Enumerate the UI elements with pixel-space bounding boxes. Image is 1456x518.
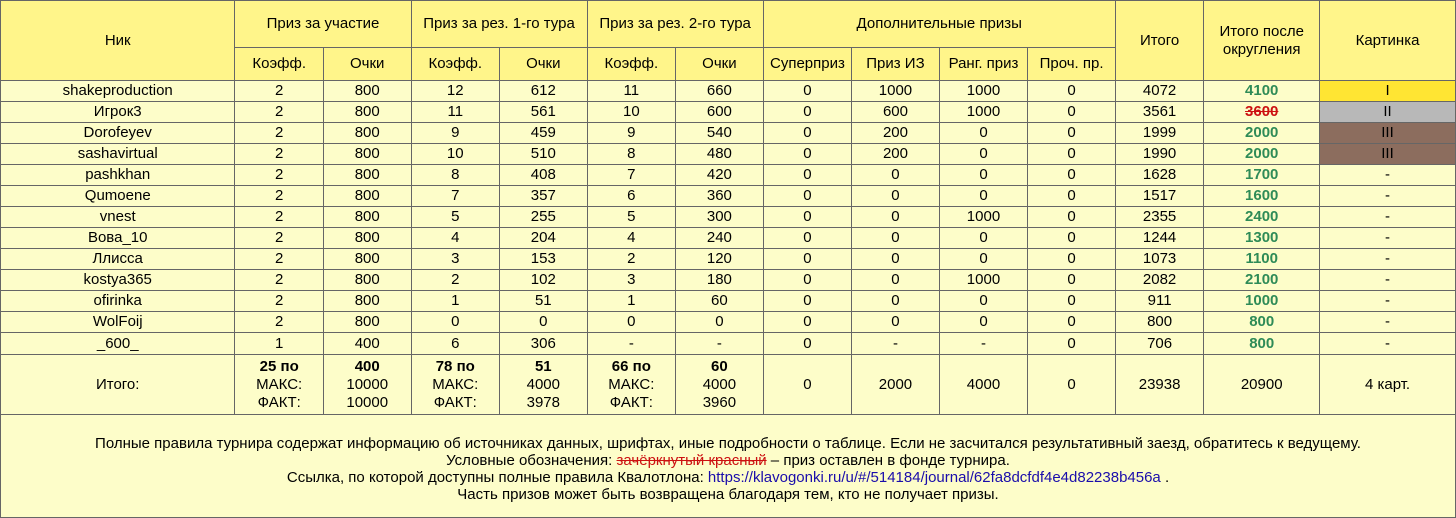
player-rows (1, 81, 1456, 333)
coeff-cell: 10 (411, 144, 500, 165)
points-cell: 51 (500, 291, 588, 312)
nick-cell: sashavirtual (1, 144, 235, 165)
table-row (1, 81, 1456, 102)
iz-prize-cell: 0 (852, 228, 940, 249)
link-note (1, 469, 1455, 486)
rank-prize-cell: 1000 (939, 102, 1028, 123)
coeff-cell: 1 (411, 291, 500, 312)
points-cell: 153 (500, 249, 588, 270)
picture-cell: I (1320, 81, 1456, 102)
coeff-cell: 6 (587, 186, 676, 207)
coeff-cell: 2 (235, 102, 324, 123)
total-cell: 706 (1115, 333, 1204, 355)
points-cell: 120 (676, 249, 764, 270)
nick-cell: WolFoij (1, 312, 235, 333)
participation-fact: 10000 (346, 393, 389, 411)
rules-note: Полные правила турнира содержат информацию об источниках данных, шрифтах, иные подробности о таблице. Если не засчитался результативный заезд, обратитесь к ведущему. (95, 435, 1361, 452)
round2-points-top: 60 (711, 357, 728, 375)
link-suffix: . (1160, 469, 1170, 486)
points-cell: 800 (323, 228, 411, 249)
table-row (1, 312, 1456, 333)
points-cell: 306 (500, 333, 588, 355)
rank-prize-total: 4000 (939, 355, 1028, 415)
rank-prize-cell: 0 (939, 291, 1028, 312)
coeff-cell: 6 (411, 333, 500, 355)
rounded-total-cell: 2000 (1204, 123, 1320, 144)
points-cell: 204 (500, 228, 588, 249)
col-header-round2: Приз за рез. 2-го тура (587, 1, 763, 48)
total-cell: 2082 (1115, 270, 1204, 291)
rounded-total-cell: 1100 (1204, 249, 1320, 270)
coeff-cell: 2 (411, 270, 500, 291)
points-cell: 420 (676, 165, 764, 186)
col-header-superprize: Суперприз (763, 48, 852, 81)
other-prize-cell: 0 (1028, 249, 1116, 270)
other-prize-cell: 0 (1028, 102, 1116, 123)
rank-prize-cell: 0 (939, 186, 1028, 207)
points-cell: 0 (500, 312, 588, 333)
round2-fact: 3960 (702, 393, 737, 411)
footer-notes (0, 415, 1456, 518)
points-cell: 800 (323, 207, 411, 228)
table-row (1, 270, 1456, 291)
table-row (1, 102, 1456, 123)
participation-points-top: 400 (354, 357, 380, 375)
iz-prize-cell: 0 (852, 291, 940, 312)
picture-cell: - (1320, 249, 1456, 270)
rank-prize-cell: 0 (939, 312, 1028, 333)
round2-coeff-top: 66 по (611, 357, 651, 375)
return-note: Часть призов может быть возвращена благодаря тем, кто не получает призы. (457, 486, 999, 503)
coeff-cell: 8 (587, 144, 676, 165)
iz-prize-cell: 0 (852, 270, 940, 291)
col-header-round1: Приз за рез. 1-го тура (411, 1, 587, 48)
pictures-total: 4 карт. (1320, 355, 1456, 415)
other-prize-cell: 0 (1028, 186, 1116, 207)
coeff-cell: 5 (411, 207, 500, 228)
picture-cell: - (1320, 270, 1456, 291)
max-label: МАКС: (256, 375, 303, 393)
superprize-cell: 0 (763, 102, 852, 123)
coeff-cell: - (587, 333, 676, 355)
round1-max: 4000 (526, 375, 560, 393)
rounded-total-cell: 4100 (1204, 81, 1320, 102)
participation-max: 10000 (346, 375, 389, 393)
round2-max: 4000 (702, 375, 737, 393)
coeff-cell: 9 (411, 123, 500, 144)
superprize-cell: 0 (763, 144, 852, 165)
rank-prize-cell: - (939, 333, 1028, 355)
points-cell: 300 (676, 207, 764, 228)
picture-cell: - (1320, 207, 1456, 228)
picture-cell: - (1320, 312, 1456, 333)
points-cell: 612 (500, 81, 588, 102)
total-cell: 1517 (1115, 186, 1204, 207)
total-cell: 1999 (1115, 123, 1204, 144)
coeff-cell: 1 (235, 333, 324, 355)
totals-row (1, 355, 1456, 415)
col-header-picture: Картинка (1320, 1, 1456, 81)
coeff-cell: 2 (235, 312, 324, 333)
points-cell: 60 (676, 291, 764, 312)
rank-prize-cell: 1000 (939, 81, 1028, 102)
coeff-cell: 2 (235, 144, 324, 165)
coeff-cell: 3 (587, 270, 676, 291)
superprize-total: 0 (763, 355, 852, 415)
col-header-coeff: Коэфф. (235, 48, 324, 81)
totals-label: Итого: (1, 355, 235, 415)
points-cell: 240 (676, 228, 764, 249)
points-cell: 540 (676, 123, 764, 144)
participation-coeff-summary (235, 355, 324, 415)
iz-prize-cell: 0 (852, 249, 940, 270)
nick-cell: Игрок3 (1, 102, 235, 123)
points-cell: 510 (500, 144, 588, 165)
nick-cell: Dorofeyev (1, 123, 235, 144)
table-row (1, 291, 1456, 312)
coeff-cell: 10 (587, 102, 676, 123)
picture-cell: - (1320, 186, 1456, 207)
nick-cell: ofirinka (1, 291, 235, 312)
total-cell: 3561 (1115, 102, 1204, 123)
round1-points-summary (500, 355, 588, 415)
fact-label: ФАКТ: (433, 393, 477, 411)
points-cell: 800 (323, 165, 411, 186)
rounded-total-cell: 1600 (1204, 186, 1320, 207)
fact-label: ФАКТ: (609, 393, 653, 411)
col-header-coeff: Коэфф. (411, 48, 500, 81)
points-cell: 800 (323, 186, 411, 207)
iz-prize-cell: - (852, 333, 940, 355)
coeff-cell: 2 (235, 228, 324, 249)
nick-cell: Ллисса (1, 249, 235, 270)
grand-total: 23938 (1115, 355, 1204, 415)
total-cell: 4072 (1115, 81, 1204, 102)
iz-prize-cell: 200 (852, 123, 940, 144)
coeff-cell: 5 (587, 207, 676, 228)
coeff-cell: 2 (235, 270, 324, 291)
coeff-cell: 2 (235, 186, 324, 207)
superprize-cell: 0 (763, 186, 852, 207)
coeff-cell: 11 (587, 81, 676, 102)
max-label: МАКС: (608, 375, 655, 393)
table-row (1, 207, 1456, 228)
rounded-total-cell: 1300 (1204, 228, 1320, 249)
superprize-cell: 0 (763, 228, 852, 249)
other-prize-cell: 0 (1028, 81, 1116, 102)
rounded-total-cell: 1000 (1204, 291, 1320, 312)
points-cell: 180 (676, 270, 764, 291)
extra-row (1, 333, 1456, 355)
rounded-total-cell: 1700 (1204, 165, 1320, 186)
coeff-cell: 7 (587, 165, 676, 186)
table-row (1, 249, 1456, 270)
total-cell: 1244 (1115, 228, 1204, 249)
nick-cell: pashkhan (1, 165, 235, 186)
other-prize-cell: 0 (1028, 123, 1116, 144)
rounded-total-cell: 2400 (1204, 207, 1320, 228)
iz-prize-cell: 1000 (852, 81, 940, 102)
iz-prize-cell: 600 (852, 102, 940, 123)
round1-coeff-summary (411, 355, 500, 415)
col-header-points: Очки (323, 48, 411, 81)
total-cell: 800 (1115, 312, 1204, 333)
points-cell: 400 (323, 333, 411, 355)
round1-fact: 3978 (526, 393, 560, 411)
picture-cell: - (1320, 228, 1456, 249)
points-cell: 0 (676, 312, 764, 333)
picture-cell: - (1320, 333, 1456, 355)
rounded-total-cell: 2000 (1204, 144, 1320, 165)
points-cell: 800 (323, 249, 411, 270)
iz-prize-cell: 0 (852, 207, 940, 228)
participation-coeff-top: 25 по (259, 357, 299, 375)
superprize-cell: 0 (763, 312, 852, 333)
rank-prize-cell: 1000 (939, 207, 1028, 228)
coeff-cell: 2 (587, 249, 676, 270)
rank-prize-cell: 0 (939, 165, 1028, 186)
points-cell: 800 (323, 144, 411, 165)
other-prize-total: 0 (1028, 355, 1116, 415)
col-header-nick: Ник (1, 1, 235, 81)
rank-prize-cell: 0 (939, 249, 1028, 270)
col-header-participation: Приз за участие (235, 1, 411, 48)
col-header-coeff: Коэфф. (587, 48, 676, 81)
col-header-total-rounded: Итого после округления (1204, 1, 1320, 81)
participation-points-summary (323, 355, 411, 415)
points-cell: 255 (500, 207, 588, 228)
iz-prize-cell: 0 (852, 186, 940, 207)
rounded-total-cell: 800 (1204, 333, 1320, 355)
other-prize-cell: 0 (1028, 270, 1116, 291)
round2-points-summary (676, 355, 764, 415)
coeff-cell: 11 (411, 102, 500, 123)
col-header-total: Итого (1115, 1, 1204, 81)
points-cell: 800 (323, 291, 411, 312)
round1-coeff-top: 78 по (435, 357, 475, 375)
superprize-cell: 0 (763, 81, 852, 102)
coeff-cell: 1 (587, 291, 676, 312)
nick-cell: shakeproduction (1, 81, 235, 102)
coeff-cell: 2 (235, 165, 324, 186)
picture-cell: - (1320, 165, 1456, 186)
superprize-cell: 0 (763, 123, 852, 144)
rank-prize-cell: 1000 (939, 270, 1028, 291)
iz-prize-cell: 200 (852, 144, 940, 165)
coeff-cell: 0 (587, 312, 676, 333)
table-row (1, 144, 1456, 165)
other-prize-cell: 0 (1028, 291, 1116, 312)
other-prize-cell: 0 (1028, 165, 1116, 186)
nick-cell: vnest (1, 207, 235, 228)
iz-prize-total: 2000 (852, 355, 940, 415)
rank-prize-cell: 0 (939, 123, 1028, 144)
coeff-cell: 0 (411, 312, 500, 333)
superprize-cell: 0 (763, 249, 852, 270)
superprize-cell: 0 (763, 291, 852, 312)
col-header-iz-prize: Приз ИЗ (852, 48, 940, 81)
max-label: МАКС: (432, 375, 479, 393)
points-cell: 600 (676, 102, 764, 123)
points-cell: 561 (500, 102, 588, 123)
fact-label: ФАКТ: (257, 393, 301, 411)
rounded-total-cell: 3600 (1204, 102, 1320, 123)
col-header-points: Очки (676, 48, 764, 81)
coeff-cell: 2 (235, 207, 324, 228)
table-row (1, 228, 1456, 249)
coeff-cell: 9 (587, 123, 676, 144)
coeff-cell: 2 (235, 291, 324, 312)
rounded-total-cell: 2100 (1204, 270, 1320, 291)
coeff-cell: 3 (411, 249, 500, 270)
nick-cell: _600_ (1, 333, 235, 355)
points-cell: 800 (323, 312, 411, 333)
total-cell: 2355 (1115, 207, 1204, 228)
coeff-cell: 4 (411, 228, 500, 249)
picture-cell: - (1320, 291, 1456, 312)
points-cell: 357 (500, 186, 588, 207)
legend-struck-sample: зачёркнутый красный (616, 452, 767, 469)
points-cell: - (676, 333, 764, 355)
picture-cell: III (1320, 144, 1456, 165)
points-cell: 480 (676, 144, 764, 165)
points-cell: 660 (676, 81, 764, 102)
superprize-cell: 0 (763, 207, 852, 228)
points-cell: 800 (323, 270, 411, 291)
total-cell: 1628 (1115, 165, 1204, 186)
col-header-extra: Дополнительные призы (763, 1, 1115, 48)
rounded-total-cell: 800 (1204, 312, 1320, 333)
col-header-points: Очки (500, 48, 588, 81)
rules-link[interactable]: https://klavogonki.ru/u/#/514184/journal/62fa8dcfdf4e4d82238b456a (707, 469, 1161, 486)
picture-cell: III (1320, 123, 1456, 144)
coeff-cell: 8 (411, 165, 500, 186)
points-cell: 800 (323, 123, 411, 144)
nick-cell: kostya365 (1, 270, 235, 291)
other-prize-cell: 0 (1028, 228, 1116, 249)
coeff-cell: 12 (411, 81, 500, 102)
superprize-cell: 0 (763, 270, 852, 291)
other-prize-cell: 0 (1028, 144, 1116, 165)
rank-prize-cell: 0 (939, 228, 1028, 249)
round1-points-top: 51 (534, 357, 552, 375)
other-prize-cell: 0 (1028, 333, 1116, 355)
points-cell: 459 (500, 123, 588, 144)
legend-prefix: Условные обозначения: (446, 452, 617, 469)
legend-suffix: – приз оставлен в фонде турнира. (766, 452, 1010, 469)
nick-cell: Qumoene (1, 186, 235, 207)
coeff-cell: 4 (587, 228, 676, 249)
table-row (1, 123, 1456, 144)
grand-total-rounded: 20900 (1204, 355, 1320, 415)
picture-cell: II (1320, 102, 1456, 123)
coeff-cell: 7 (411, 186, 500, 207)
points-cell: 800 (323, 102, 411, 123)
iz-prize-cell: 0 (852, 165, 940, 186)
other-prize-cell: 0 (1028, 312, 1116, 333)
points-cell: 800 (323, 81, 411, 102)
points-cell: 102 (500, 270, 588, 291)
coeff-cell: 2 (235, 249, 324, 270)
total-cell: 1073 (1115, 249, 1204, 270)
superprize-cell: 0 (763, 165, 852, 186)
other-prize-cell: 0 (1028, 207, 1116, 228)
round2-coeff-summary (587, 355, 676, 415)
legend-note (1, 452, 1455, 469)
col-header-rank-prize: Ранг. приз (939, 48, 1028, 81)
iz-prize-cell: 0 (852, 312, 940, 333)
points-cell: 408 (500, 165, 588, 186)
total-cell: 911 (1115, 291, 1204, 312)
total-cell: 1990 (1115, 144, 1204, 165)
col-header-other-prize: Проч. пр. (1028, 48, 1116, 81)
table-row (1, 186, 1456, 207)
coeff-cell: 2 (235, 123, 324, 144)
table-row (1, 165, 1456, 186)
nick-cell: Вова_10 (1, 228, 235, 249)
superprize-cell: 0 (763, 333, 852, 355)
rank-prize-cell: 0 (939, 144, 1028, 165)
link-prefix: Ссылка, по которой доступны полные правила Квалотлона: (286, 469, 708, 486)
points-cell: 360 (676, 186, 764, 207)
coeff-cell: 2 (235, 81, 324, 102)
